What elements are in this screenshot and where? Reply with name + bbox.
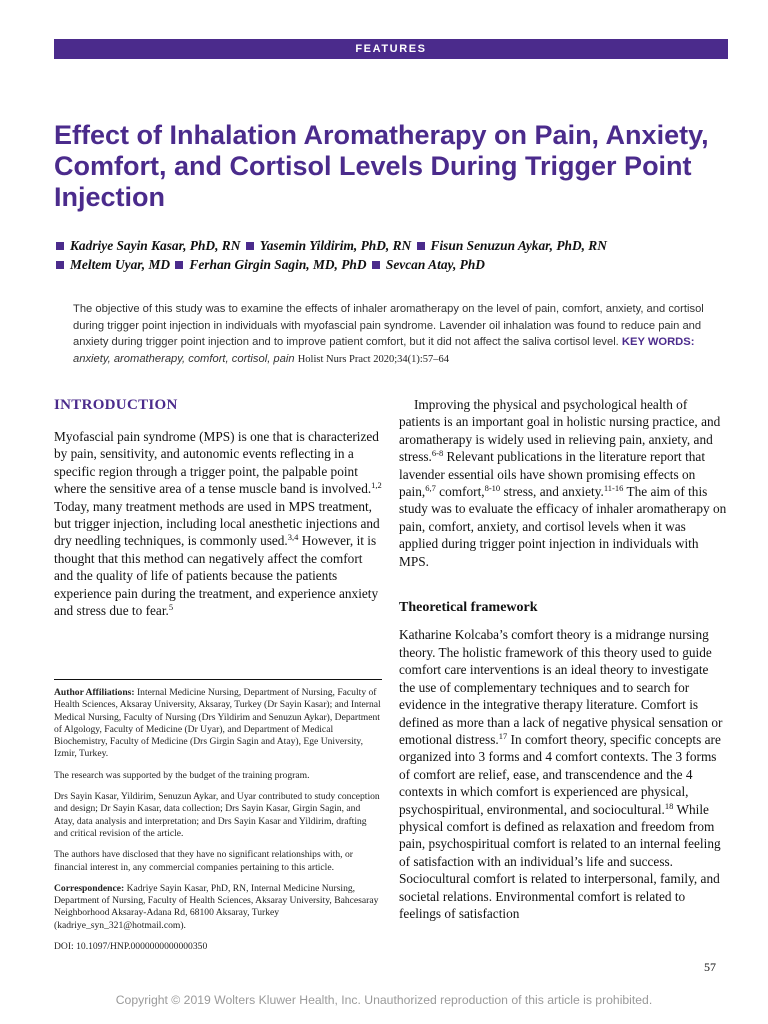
square-bullet-icon [56,242,64,250]
section-banner: FEATURES [54,39,728,59]
body-paragraph [399,626,727,922]
paragraph-text: Myofascial pain syndrome (MPS) is one that is characterized by pain, sensitivity, and autonomic events reflecting in a specific region through a trigger point, the palpable point where the sensitive area of a tense muscle band is involved. [54,429,379,497]
abstract-text: The objective of this study was to examine the effects of inhaler aromatherapy on the level of pain, comfort, anxiety, and cortisol during trigger point injection in individuals with myofascial pain syndrome. Lavender oil inhalation was found to reduce pain and anxiety during trigger point injection and to improve patient comfort, but it did not affect the saliva cortisol level. [73,303,704,348]
paragraph-text: While physical comfort is defined as relaxation and freedom from pain, psychospiritual comfort is related to an internal feeling of satisfaction with an individual’s life and success. Sociocultural comfort is related to interpersonal, family, and societal relations. Environmental comfort is related to feelings of satisfaction [399,801,721,921]
correspondence [54,883,382,932]
contributions-note: Drs Sayin Kasar, Yildirim, Senuzun Aykar, and Uyar contributed to study conception and design; Dr Sayin Kasar, data collection; Drs Sayin Kasar, Girgin Sagin, and Atay, data analysis and interpretation; and Drs Sayin Kasar and Yildirim, drafting and critical revision of the article. [54,791,380,839]
citation-superscript: 17 [498,730,508,741]
funding-note: The research was supported by the budget of the training program. [54,769,310,781]
paragraph-text: In comfort theory, specific concepts are organized into 3 forms and 4 comfort contexts. The 3 forms of comfort are relief, ease, and transcendence and the 4 contexts in which comfort is experienced are physical, psychospiritual, environmental, and sociocultural. [399,731,721,817]
right-column [399,396,727,922]
square-bullet-icon [372,261,380,269]
page-number: 57 [704,960,716,974]
paragraph-text: Relevant publications in the literature report that lavender essential oils have shown promising effects on pain, [399,449,706,500]
citation-superscript: 1,2 [371,480,382,491]
correspondence-label: Correspondence: [54,882,125,894]
author-name: Fisun Senuzun Aykar, PhD, RN [430,238,607,253]
author-name: Meltem Uyar, MD [70,257,171,272]
body-paragraph [399,396,727,570]
author-name: Ferhan Girgin Sagin, MD, PhD [189,257,367,272]
journal-citation: Holist Nurs Pract 2020;34(1):57–64 [297,353,450,365]
introduction-heading: INTRODUCTION [54,397,178,413]
affiliations-label: Author Affiliations: [54,687,135,698]
abstract [73,301,709,368]
affiliations [54,687,382,761]
citation-superscript: 6-8 [431,448,444,459]
paragraph-text: Katharine Kolcaba’s comfort theory is a midrange nursing theory. The holistic framework of this theory used to guide comfort care interventions is an ideal theory to investigate the use of complementary techniques and to search for evidence in the integrative therapy literature. Comfort is defined as more than a lack of negative physical sensation or emotional distress. [399,627,723,747]
paragraph-text: Today, many treatment methods are used in MPS treatment, but trigger injection, including local anesthetic injections and dry needling techniques, is commonly used. [54,498,380,549]
paragraph-text: Improving the physical and psychological health of patients is an important goal in holistic nursing practice, and aromatherapy is widely used in relieving pain, anxiety, and stress. [399,397,721,465]
author-list [54,236,734,274]
left-column [54,396,382,619]
article-title: Effect of Inhalation Aromatherapy on Pain, Anxiety, Comfort, and Cortisol Levels During Trigger Point Injection [54,120,709,212]
citation-superscript: 6,7 [425,483,436,494]
copyright-notice: Copyright © 2019 Wolters Kluwer Health, Inc. Unauthorized reproduction of this article is prohibited. [115,993,653,1007]
paragraph-text: However, it is thought that this method can negatively affect the comfort and the quality of life of patients because the patients experience pain during the treatment, and experience anxiety and stress due to fear. [54,533,379,619]
square-bullet-icon [175,261,183,269]
square-bullet-icon [417,242,425,250]
author-name: Kadriye Sayin Kasar, PhD, RN [70,238,241,253]
paragraph-text: comfort, [435,484,485,500]
citation-superscript: 3,4 [287,532,299,543]
citation-superscript: 11-16 [603,483,624,494]
doi: DOI: 10.1097/HNP.0000000000000350 [54,941,208,953]
citation-superscript: 8-10 [484,483,501,494]
author-name: Yasemin Yildirim, PhD, RN [259,238,412,253]
introduction-paragraph [54,428,382,619]
paragraph-text: stress, and anxiety. [500,484,604,500]
citation-superscript: 18 [664,800,674,811]
correspondence-text: Kadriye Sayin Kasar, PhD, RN, Internal Medicine Nursing, Department of Nursing, Faculty of Health Sciences, Aksaray University, Bahcesaray Neighborhood Aksaray-Adana Rd, 68100 Aksaray, Turkey (kadriye_syn_321@hotmail.com). [54,882,379,931]
citation-superscript: 5 [168,602,174,613]
square-bullet-icon [56,261,64,269]
keywords: anxiety, aromatherapy, comfort, cortisol, pain [73,352,295,365]
author-name: Sevcan Atay, PhD [385,257,485,272]
author-affiliations-footnote [54,679,382,962]
keywords-label: KEY WORDS: [621,336,695,348]
affiliations-text: Internal Medicine Nursing, Department of Nursing, Faculty of Health Sciences, Aksaray University, Aksaray, Turkey (Dr Sayin Kasar); and Internal Medical Nursing, Faculty of Nursing (Drs Yildirim and Senuzun Aykar), Department of Algology, Faculty of Medicine (Dr Uyar), and Department of Medical Biochemistry, Faculty of Medicine (Drs Girgin Sagin and Atay), Ege University, Izmir, Turkey. [54,687,381,760]
disclosure-note: The authors have disclosed that they have no significant relationships with, or financial interest in, any commercial companies pertaining to this article. [54,849,353,873]
paragraph-text: The aim of this study was to evaluate the efficacy of inhaler aromatherapy on pain, comfort, anxiety, and cortisol levels when it was applied during trigger point injection in individuals with MPS. [399,484,727,569]
theoretical-framework-heading: Theoretical framework [399,600,538,616]
square-bullet-icon [246,242,254,250]
